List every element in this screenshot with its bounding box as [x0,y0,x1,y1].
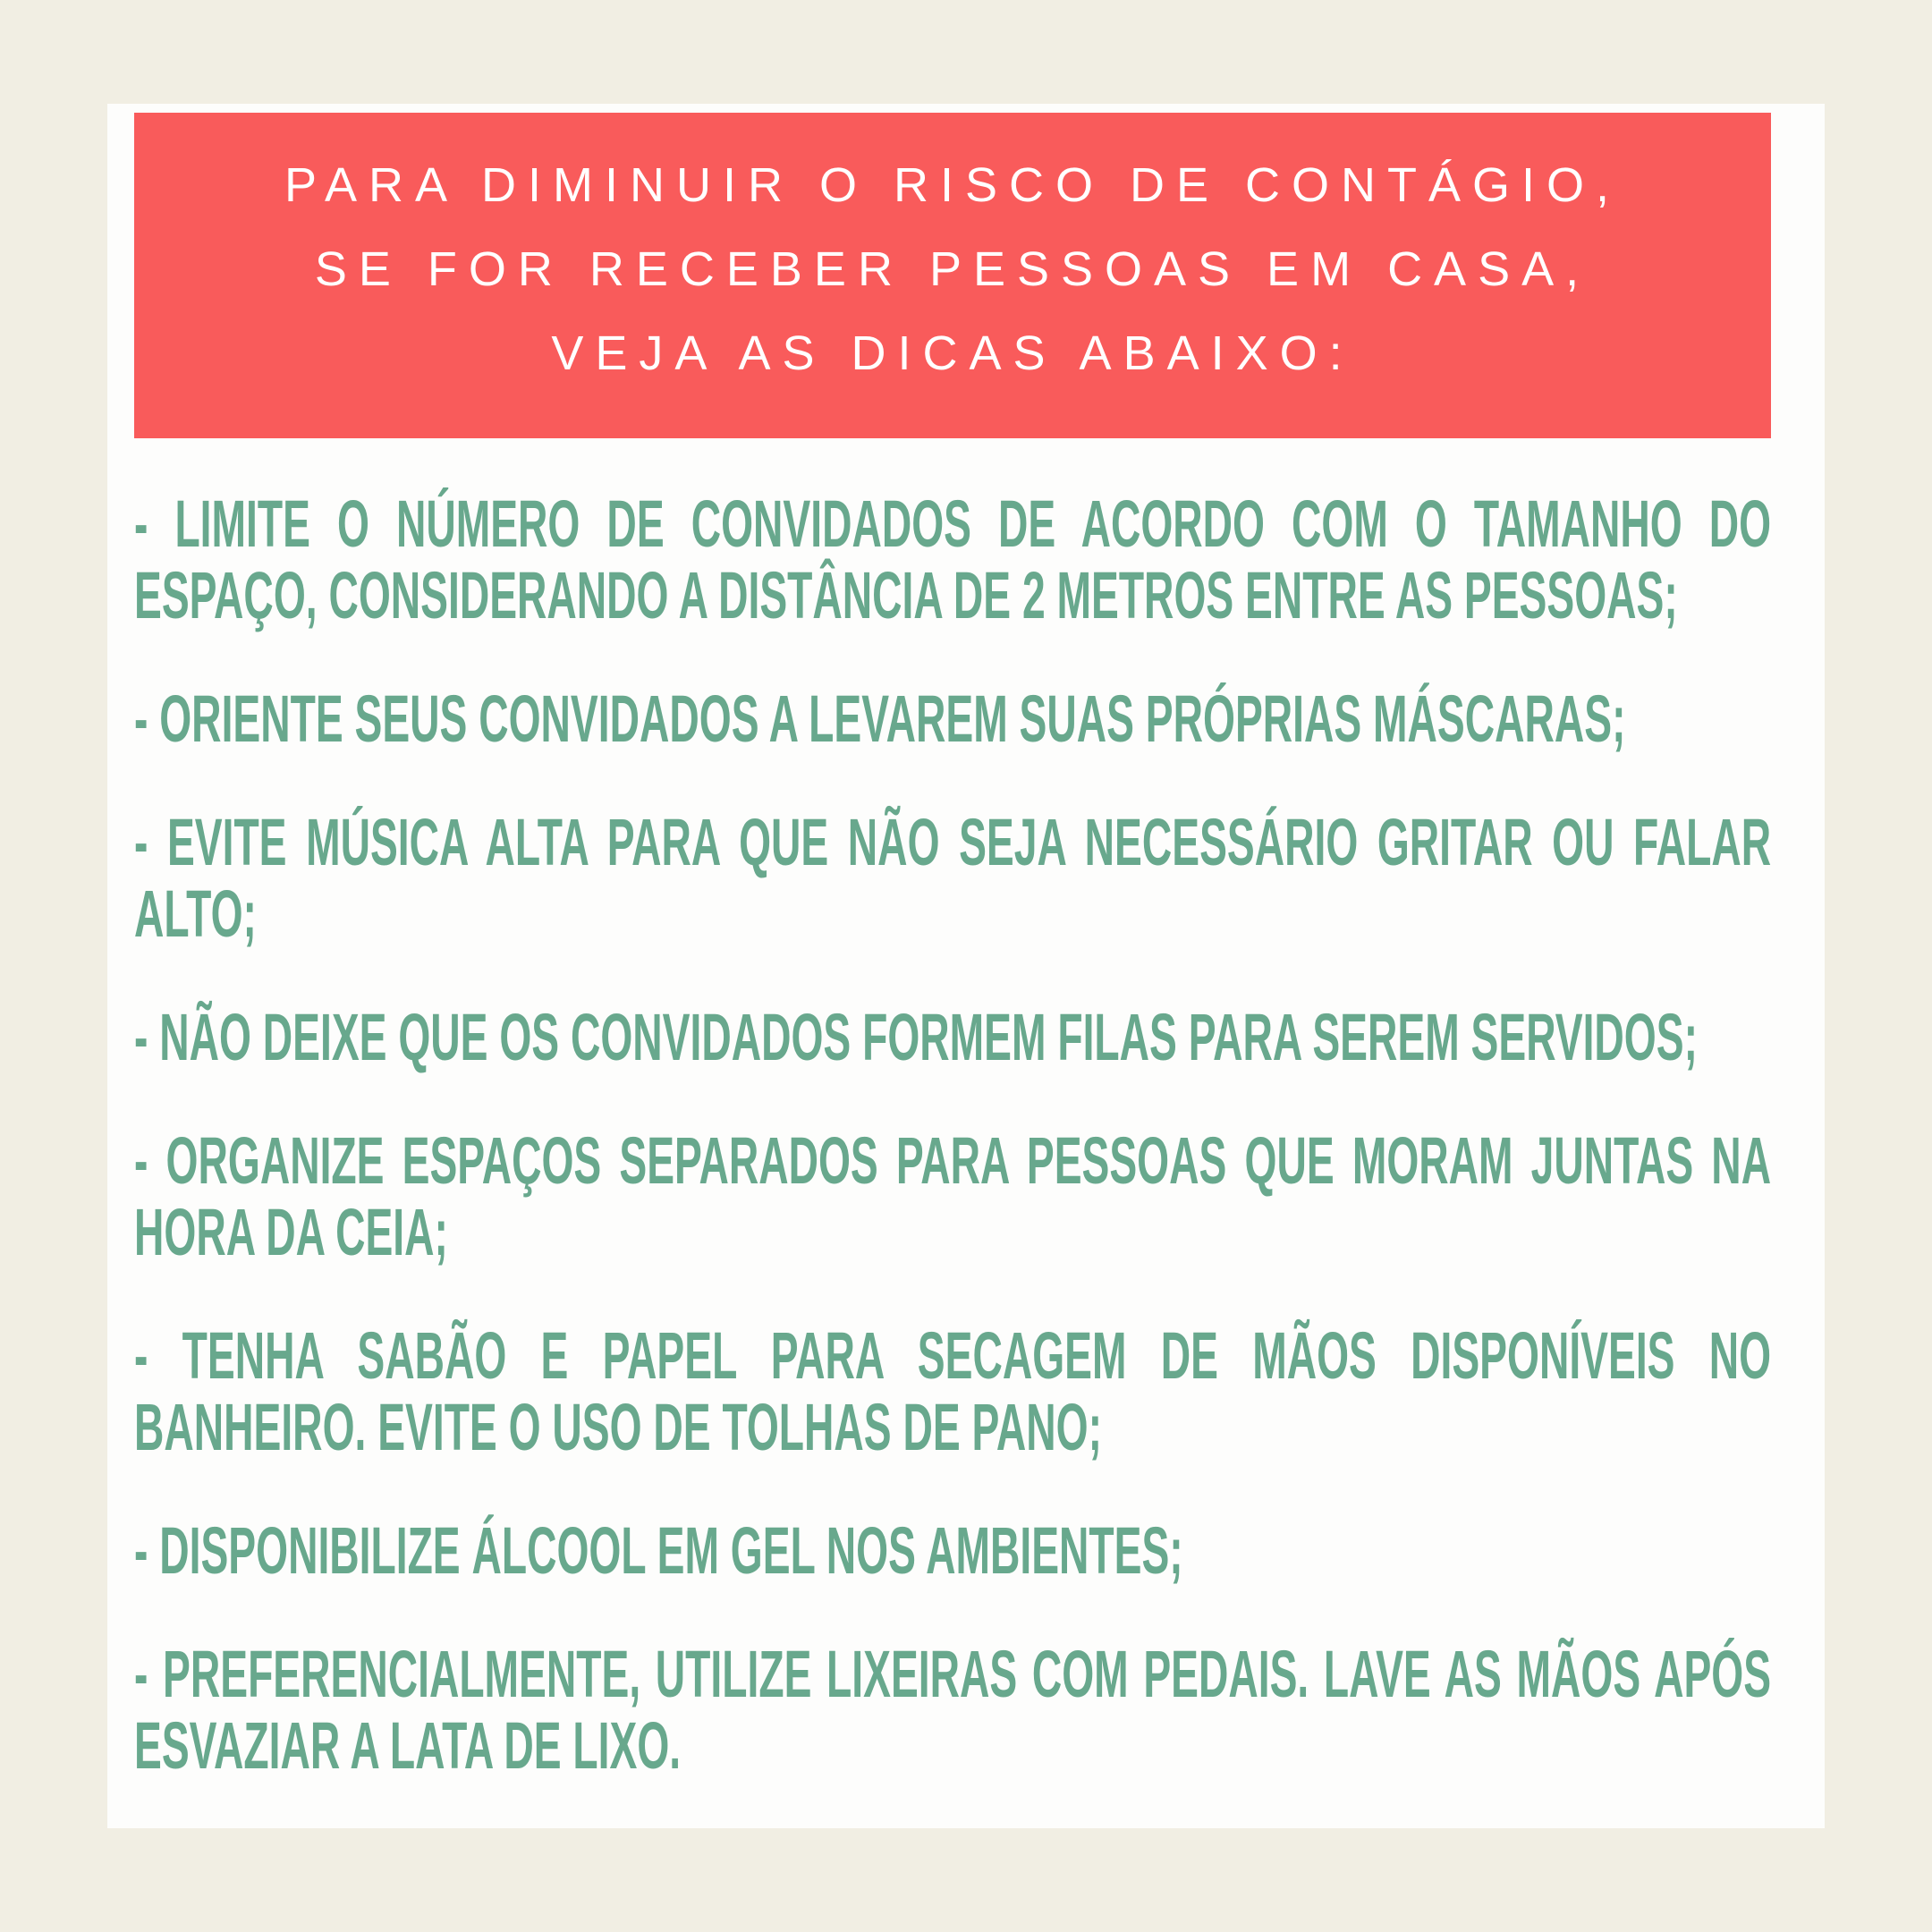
tip-item-alcohol-gel: - DISPONIBILIZE ÁLCOOL EM GEL NOS AMBIENTES; [134,1513,1183,1588]
content-panel [107,104,1825,1828]
header-line-2: SE FOR RECEBER PESSOAS EM CASA, [314,242,1591,296]
tip-item-limit-guests: - LIMITE O NÚMERO DE CONVIDADOS DE ACORDO COM O TAMANHO DO ESPAÇO, CONSIDERANDO A DISTÂNCIA DE 2 METROS ENTRE AS PESSOAS; [134,487,1772,632]
tip-item-own-masks: - ORIENTE SEUS CONVIDADOS A LEVAREM SUAS PRÓPRIAS MÁSCARAS; [134,682,1626,756]
header-line-3: VEJA AS DICAS ABAIXO: [551,326,1354,380]
tip-item-avoid-loud-music: - EVITE MÚSICA ALTA PARA QUE NÃO SEJA NECESSÁRIO GRITAR OU FALAR ALTO; [134,805,1772,951]
header-banner [134,113,1771,438]
tip-item-no-lines: - NÃO DEIXE QUE OS CONVIDADOS FORMEM FILAS PARA SEREM SERVIDOS; [134,1000,1698,1074]
tip-item-separate-spaces: - ORGANIZE ESPAÇOS SEPARADOS PARA PESSOAS QUE MORAM JUNTAS NA HORA DA CEIA; [134,1123,1772,1269]
tip-item-pedal-bins: - PREFERENCIALMENTE, UTILIZE LIXEIRAS COM PEDAIS. LAVE AS MÃOS APÓS ESVAZIAR A LATA DE LIXO. [134,1637,1772,1783]
tip-item-soap-paper: - TENHA SABÃO E PAPEL PARA SECAGEM DE MÃOS DISPONÍVEIS NO BANHEIRO. EVITE O USO DE TOLHAS DE PANO; [134,1318,1772,1464]
tips-list [134,463,1771,1782]
header-line-1: PARA DIMINUIR O RISCO DE CONTÁGIO, [284,158,1622,212]
